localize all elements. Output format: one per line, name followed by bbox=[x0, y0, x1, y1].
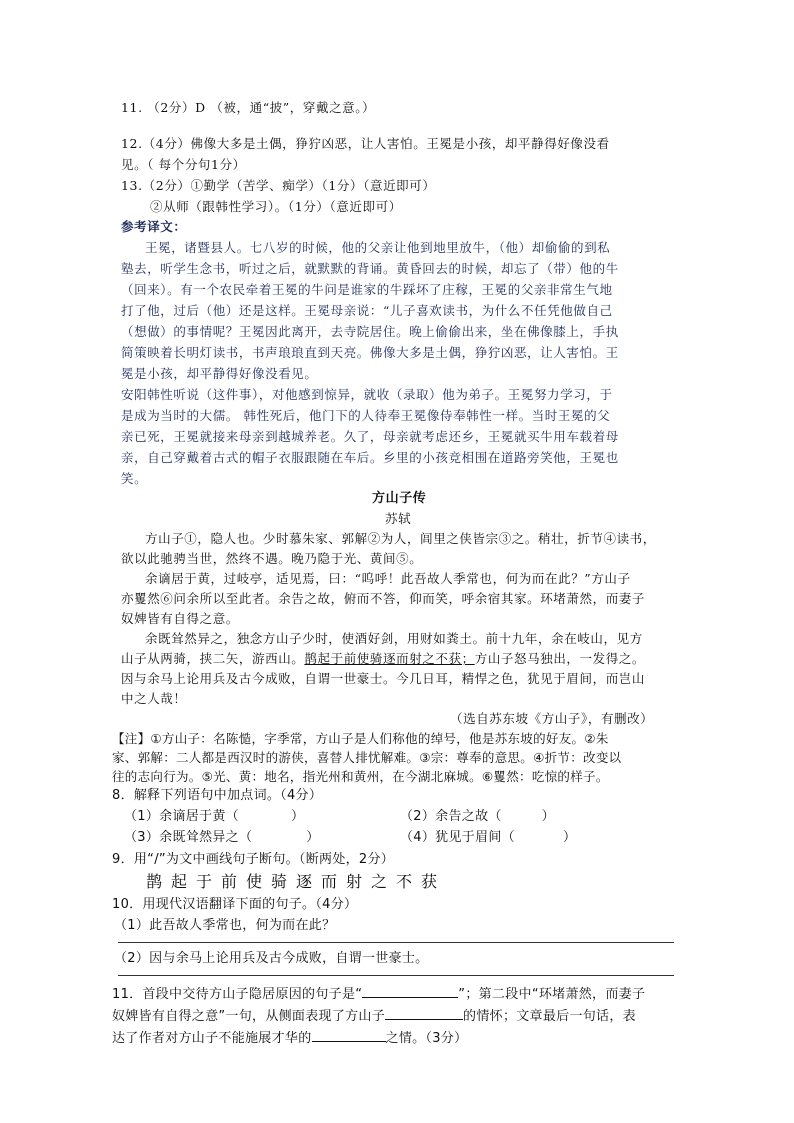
notes-line2: 家、郭解：二人都是西汉时的游侠，喜替人排忧解难。③宗：尊奉的意思。④折节：改变以 bbox=[112, 750, 622, 765]
answer-line[interactable] bbox=[118, 942, 674, 943]
underlined-sentence: 鹊起于前使骑逐而射之不获； bbox=[304, 651, 475, 666]
essay-p3-line4: 中之人哉！ bbox=[121, 691, 187, 706]
essay-p1-line1: 方山子①，隐人也。少时慕朱家、郭解②为人，闾里之侠皆宗③之。稍壮，折节④读书， bbox=[145, 531, 656, 546]
essay-p3-line2 bbox=[121, 651, 645, 667]
answer-line[interactable] bbox=[118, 975, 674, 976]
q11-text: 达了作者对方山子不能施展才华的 bbox=[112, 1031, 312, 1046]
question-8-item-2 bbox=[400, 808, 555, 826]
q8-3-label: （3）余既耸然异之（ bbox=[124, 830, 253, 845]
q11-text: 之情。（3分） bbox=[385, 1031, 468, 1046]
essay-p2-line3: 奴婢皆有自得之意。 bbox=[121, 611, 239, 626]
essay-p3-line1: 余既耸然异之，独念方山子少时，使酒好剑，用财如粪土。前十九年，余在岐山，见方 bbox=[145, 631, 643, 646]
q8-4-label: （4）犹见于眉间（ bbox=[400, 830, 515, 845]
translation-line: 冕是小孩，却平静得好像没看见。 bbox=[121, 366, 318, 381]
question-9: 9．用“/”为文中画线句子断句。（断两处，2分） bbox=[112, 852, 395, 867]
translation-line: 亲已死，王冕就接来母亲到越城养老。久了，母亲就考虑还乡，王冕就买牛用车载着母 bbox=[121, 429, 619, 444]
question-9-sentence: 鹊起于前使骑逐而射之不获 bbox=[146, 872, 447, 891]
question-10: 10．用现代汉语翻译下面的句子。（4分） bbox=[112, 897, 358, 912]
essay-p1-line2: 欲以此驰骋当世，然终不遇。晚乃隐于光、黄间⑤。 bbox=[121, 551, 423, 566]
question-10-item-1: （1）此吾故人季常也，何为而在此？ bbox=[114, 918, 336, 933]
essay-p3-line2-rest: 方山子怒马独出，一发得之。 bbox=[474, 651, 646, 666]
question-8-item-3 bbox=[124, 829, 320, 847]
essay-p3-line3: 因与余马上论用兵及古今成败，自谓一世豪士。今几日耳，精悍之色，犹见于眉间，而岂山 bbox=[121, 671, 646, 686]
question-11-line2 bbox=[112, 1007, 636, 1026]
essay-source: （选自苏东坡《方山子》，有删改） bbox=[450, 711, 654, 726]
q11-text: 奴婢皆有自得之意”一句，从侧面表现了方山子 bbox=[112, 1009, 386, 1024]
translation-line: （回来）。有一个农民牵着王冕的牛问是谁家的牛踩坏了庄稼，王冕的父亲非常生气地 bbox=[121, 282, 613, 297]
close-paren: ） bbox=[306, 830, 320, 845]
answer-12-line1: 12.（4分）佛像大多是土偶，狰狞凶恶，让人害怕。王冕是小孩，却平静得好像没看 bbox=[121, 136, 610, 151]
answer-11: 11. （2分）D （被，通“披”，穿戴之意。） bbox=[121, 100, 376, 115]
translation-line: （想做）的事情呢？王冕因此离开，去寺院居住。晚上偷偷出来，坐在佛像膝上，手执 bbox=[121, 324, 619, 339]
q11-blank-3[interactable] bbox=[312, 1029, 386, 1042]
translation-line: 简策映着长明灯读书，书声琅琅直到天亮。佛像大多是土偶，狰狞凶恶，让人害怕。王 bbox=[121, 345, 619, 360]
translation-line: 是成为当时的大儒。 韩性死后，他门下的人待奉王冕像侍奉韩性一样。当时王冕的父 bbox=[121, 408, 611, 423]
answer-13-line2: ②从师（跟韩性学习）。（1分）（意近即可） bbox=[150, 199, 402, 214]
q11-blank-2[interactable] bbox=[385, 1007, 463, 1020]
translation-line: 王冕，诸暨县人。七八岁的时候，他的父亲让他到地里放牛，（他）却偷偷的到私 bbox=[145, 240, 611, 255]
close-paren: ） bbox=[562, 830, 577, 845]
essay-title: 方山子传 bbox=[372, 491, 427, 506]
question-11-line1 bbox=[112, 985, 645, 1004]
q11-text: 的情怀；文章最后一句话，表 bbox=[463, 1009, 636, 1024]
essay-p2-line1: 余谪居于黄，过岐亭，适见焉，曰：“呜呼！此吾故人季常也，何为而在此？”方山子 bbox=[145, 571, 631, 586]
essay-p3-line2-start: 山子从两骑，挟二矢，游西山。 bbox=[121, 651, 305, 666]
notes-line1: 【注】①方山子：名陈慥，字季常，方山子是人们称他的绰号，他是苏东坡的好友。②朱 bbox=[112, 731, 609, 746]
q11-text: ”；第二段中“环堵萧然，而妻子 bbox=[458, 987, 646, 1002]
answer-13-line1: 13.（2分）①勤学（苦学、痴学）（1分）（意近即可） bbox=[121, 178, 436, 193]
question-8-item-1 bbox=[124, 808, 304, 826]
essay-p2-line2: 亦矍然⑥问余所以至此者。余告之故，俯而不答，仰而笑，呼余宿其家。环堵萧然，而妻子 bbox=[121, 591, 646, 606]
q11-text: 11．首段中交待方山子隐居原因的句子是“ bbox=[112, 987, 363, 1002]
q8-2-label: （2）余告之故（ bbox=[400, 809, 502, 824]
translation-heading: 参考译文： bbox=[121, 219, 187, 234]
notes-line3: 往的志向行为。⑤光、黄：地名，指光州和黄州，在今湖北麻城。⑥矍然：吃惊的样子。 bbox=[112, 769, 609, 784]
question-11-line3 bbox=[112, 1029, 467, 1048]
question-8: 8．解释下列语句中加点词。（4分） bbox=[112, 788, 323, 803]
translation-line: 塾去，听学生念书，听过之后，就默默的背诵。黄昏回去的时候，却忘了（带）他的牛 bbox=[121, 261, 619, 276]
translation-line: 笑。 bbox=[121, 471, 148, 486]
close-paren: ） bbox=[290, 809, 305, 824]
q11-blank-1[interactable] bbox=[362, 985, 458, 998]
q8-1-label: （1）余谪居于黄（ bbox=[124, 809, 239, 824]
question-8-item-4 bbox=[400, 829, 576, 847]
answer-12-line2: 见。（ 每个分句1分） bbox=[121, 157, 246, 172]
essay-author: 苏轼 bbox=[385, 511, 412, 526]
translation-line: 打了他，过后（他）还是这样。王冕母亲说：“儿子喜欢读书，为什么不任凭他做自己 bbox=[121, 303, 613, 318]
translation-line: 安阳韩性听说（这件事），对他感到惊异，就收（录取）他为弟子。王冕努力学习，于 bbox=[121, 387, 613, 402]
question-10-item-2: （2）因与余马上论用兵及古今成败，自谓一世豪士。 bbox=[114, 951, 429, 966]
close-paren: ） bbox=[541, 809, 555, 824]
translation-line: 亲，自己穿戴着古式的帽子衣服跟随在车后。乡里的小孩竞相围在道路旁笑他，王冕也 bbox=[121, 450, 619, 465]
